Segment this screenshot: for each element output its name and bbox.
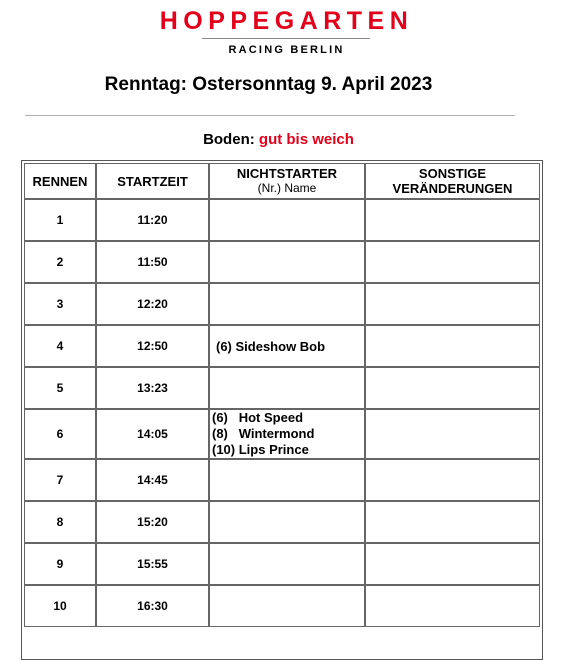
race-number: 5 (24, 367, 96, 409)
start-time: 15:20 (96, 501, 209, 543)
start-time: 16:30 (96, 585, 209, 627)
header-sonstige-line2: VERÄNDERUNGEN (392, 181, 513, 196)
start-time: 11:20 (96, 199, 209, 241)
non-starters-cell (209, 367, 365, 409)
page-title: Renntag: Ostersonntag 9. April 2023 (104, 74, 433, 95)
race-number: 2 (24, 241, 96, 283)
ground-label: Boden: (203, 131, 255, 148)
header-startzeit: STARTZEIT (96, 163, 209, 199)
header-nichtstarter-label: NICHTSTARTER (236, 166, 338, 181)
start-time: 15:55 (96, 543, 209, 585)
non-starters-cell (209, 199, 365, 241)
other-changes-cell (365, 283, 540, 325)
non-starters-cell (209, 283, 365, 325)
race-number: 8 (24, 501, 96, 543)
other-changes-cell (365, 585, 540, 627)
non-starter-entry: (6) Sideshow Bob (216, 338, 326, 354)
table-header-row (24, 163, 540, 199)
other-changes-cell (365, 459, 540, 501)
non-starters-cell (209, 325, 365, 367)
horizontal-divider (25, 115, 515, 116)
table-row (24, 367, 540, 409)
race-table-frame (21, 160, 543, 660)
header-rennen: RENNEN (24, 163, 96, 199)
non-starter-entry: (8) Wintermond (212, 426, 315, 441)
non-starters-cell (209, 543, 365, 585)
non-starters-cell (209, 585, 365, 627)
non-starters-cell (209, 409, 365, 459)
other-changes-cell (365, 543, 540, 585)
race-number: 1 (24, 199, 96, 241)
race-number: 9 (24, 543, 96, 585)
start-time: 13:23 (96, 367, 209, 409)
table-row (24, 409, 540, 459)
race-table (24, 163, 540, 627)
logo-brand: HOPPEGARTEN (159, 7, 414, 35)
table-row (24, 501, 540, 543)
race-rows (24, 199, 540, 627)
table-row (24, 283, 540, 325)
start-time: 12:20 (96, 283, 209, 325)
race-number: 4 (24, 325, 96, 367)
header-sonstige (365, 163, 540, 199)
table-row (24, 199, 540, 241)
table-row (24, 459, 540, 501)
start-time: 11:50 (96, 241, 209, 283)
start-time: 12:50 (96, 325, 209, 367)
other-changes-cell (365, 325, 540, 367)
hoppegarten-logo (0, 8, 567, 57)
race-number: 6 (24, 409, 96, 459)
logo-divider (202, 38, 370, 39)
other-changes-cell (365, 409, 540, 459)
header-nichtstarter (209, 163, 365, 199)
race-number: 3 (24, 283, 96, 325)
table-row (24, 241, 540, 283)
other-changes-cell (365, 367, 540, 409)
non-starter-entry: (6) Hot Speed (212, 410, 304, 425)
start-time: 14:05 (96, 409, 209, 459)
ground-condition (0, 131, 557, 148)
non-starters-cell (209, 241, 365, 283)
table-row (24, 543, 540, 585)
non-starter-entry: (10) Lips Prince (212, 442, 309, 457)
non-starters-cell (209, 501, 365, 543)
other-changes-cell (365, 501, 540, 543)
ground-value: gut bis weich (258, 131, 354, 148)
logo-subtitle: RACING BERLIN (228, 44, 345, 56)
table-row (24, 585, 540, 627)
header-nichtstarter-sub: (Nr.) Name (257, 181, 317, 195)
race-number: 10 (24, 585, 96, 627)
other-changes-cell (365, 199, 540, 241)
table-row (24, 325, 540, 367)
header-sonstige-line1: SONSTIGE (418, 166, 487, 181)
start-time: 14:45 (96, 459, 209, 501)
other-changes-cell (365, 241, 540, 283)
non-starters-cell (209, 459, 365, 501)
race-number: 7 (24, 459, 96, 501)
